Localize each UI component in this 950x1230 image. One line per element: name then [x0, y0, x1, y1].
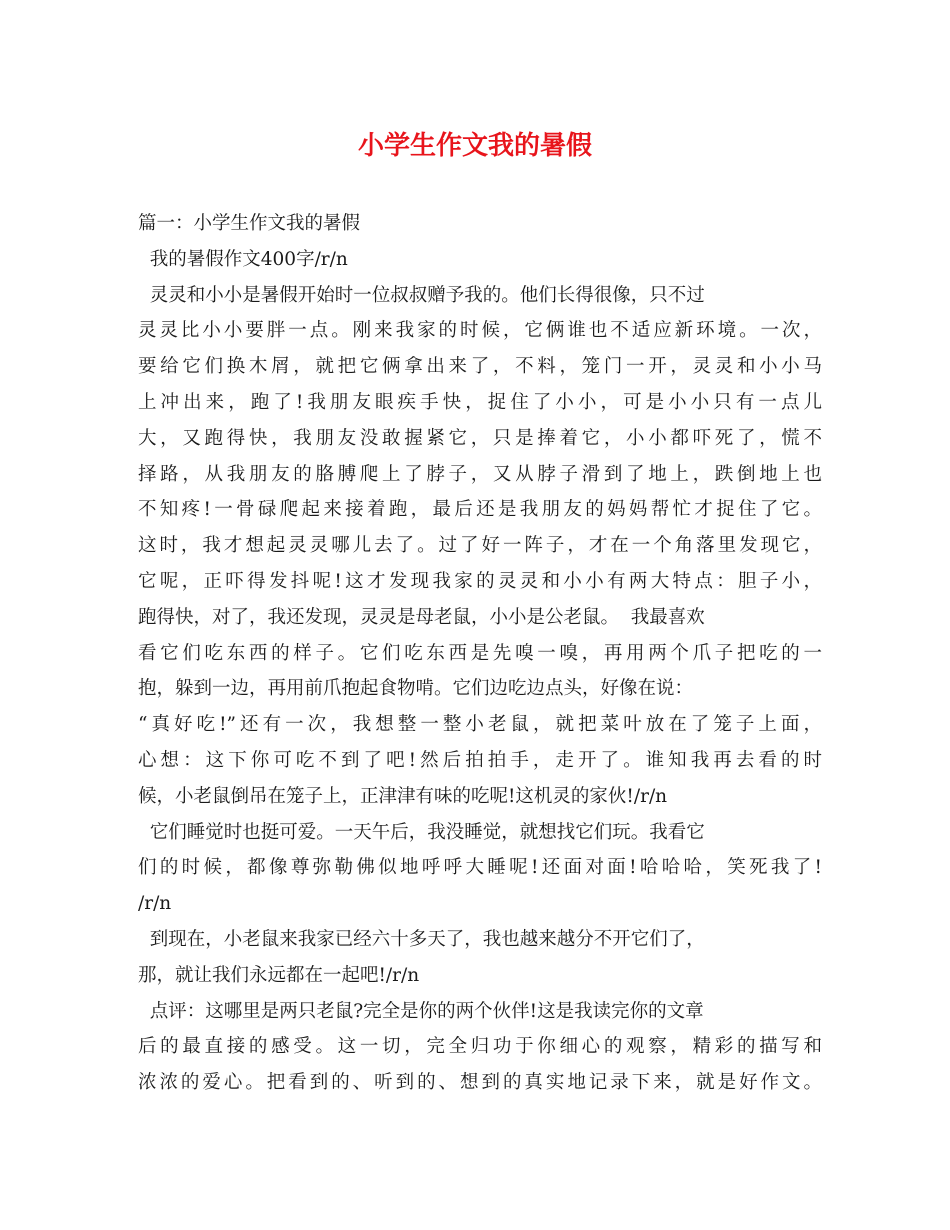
text-line: 心想：这下你可吃不到了吧!然后拍拍手，走开了。谁知我再去看的时	[138, 749, 822, 771]
text-line: 灵灵和小小是暑假开始时一位叔叔赠予我的。他们长得很像，只不过	[138, 284, 705, 306]
text-line: 大，又跑得快，我朋友没敢握紧它，只是捧着它，小小都吓死了，慌不	[138, 427, 822, 449]
text-line: 浓浓的爱心。把看到的、听到的、想到的真实地记录下来，就是好作文。	[138, 1072, 822, 1094]
document-body	[138, 206, 822, 1101]
text-line: 要给它们换木屑，就把它俩拿出来了，不料，笼门一开，灵灵和小小马	[138, 356, 822, 378]
text-line: 到现在，小老鼠来我家已经六十多天了，我也越来越分不开它们了，	[138, 928, 705, 950]
text-line: 那，就让我们永远都在一起吧!/r/n	[138, 964, 420, 986]
text-line: 它呢，正吓得发抖呢!这才发现我家的灵灵和小小有两大特点：胆子小，	[138, 570, 822, 592]
text-line: 跑得快，对了，我还发现，灵灵是母老鼠，小小是公老鼠。 我最喜欢	[138, 606, 705, 628]
text-line: 候，小老鼠倒吊在笼子上，正津津有味的吃呢!这机灵的家伙!/r/n	[138, 785, 668, 807]
text-line: 们的时候，都像尊弥勒佛似地呼呼大睡呢!还面对面!哈哈哈，笑死我了!	[138, 857, 822, 879]
text-line: 看它们吃东西的样子。它们吃东西是先嗅一嗅，再用两个爪子把吃的一	[138, 642, 822, 664]
text-line: 不知疼!一骨碌爬起来接着跑，最后还是我朋友的妈妈帮忙才捉住了它。	[138, 499, 822, 521]
text-line: /r/n	[138, 893, 172, 915]
text-line: 它们睡觉时也挺可爱。一天午后，我没睡觉，就想找它们玩。我看它	[138, 821, 705, 843]
text-line: “真好吃!”还有一次，我想整一整小老鼠，就把菜叶放在了笼子上面，	[138, 714, 822, 736]
text-line: 篇一：小学生作文我的暑假	[138, 213, 361, 234]
text-line: 点评：这哪里是两只老鼠?完全是你的两个伙伴!这是我读完你的文章	[138, 1000, 704, 1022]
text-line: 这时，我才想起灵灵哪儿去了。过了好一阵子，才在一个角落里发现它，	[138, 535, 822, 557]
text-line: 灵灵比小小要胖一点。刚来我家的时候，它俩谁也不适应新环境。一次，	[138, 320, 822, 342]
text-line: 择路，从我朋友的胳膊爬上了脖子，又从脖子滑到了地上，跌倒地上也	[138, 463, 822, 485]
text-line: 我的暑假作文400字/r/n	[138, 248, 348, 270]
text-line: 上冲出来，跑了!我朋友眼疾手快，捉住了小小，可是小小只有一点儿	[138, 391, 822, 413]
document-title: 小学生作文我的暑假	[357, 131, 592, 161]
text-line: 抱，躲到一边，再用前爪抱起食物啃。它们边吃边点头，好像在说：	[138, 678, 694, 700]
text-line: 后的最直接的感受。这一切，完全归功于你细心的观察，精彩的描写和	[138, 1036, 822, 1058]
